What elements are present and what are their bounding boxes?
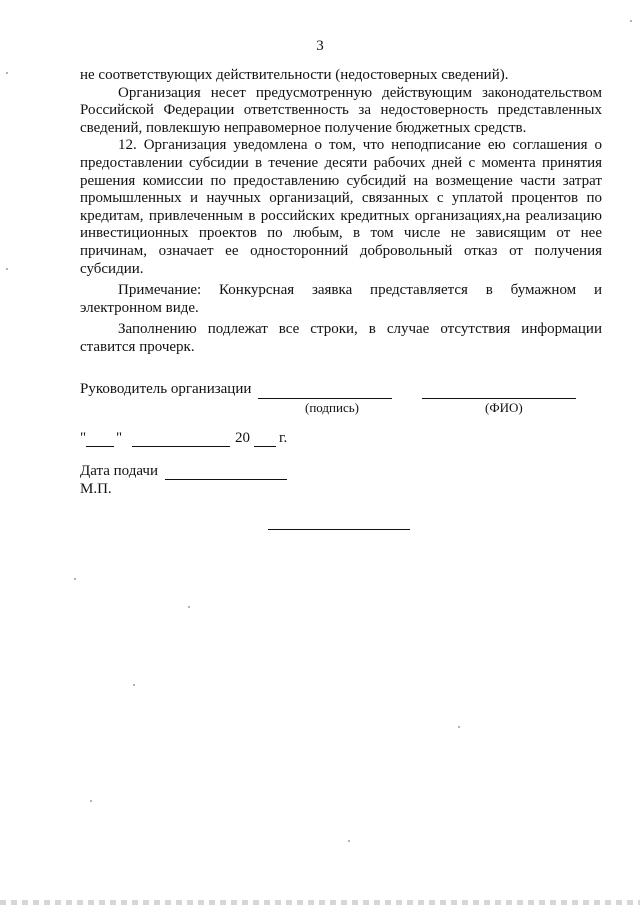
scan-speck — [74, 578, 76, 580]
year-line — [254, 432, 276, 447]
scan-speck — [188, 606, 190, 608]
date-quote-close: " — [116, 430, 123, 446]
body-text — [80, 67, 602, 357]
page-number: 3 — [316, 38, 324, 54]
signature-caption: (подпись) — [305, 400, 359, 415]
date-quote-open: " — [80, 430, 87, 446]
scan-speck — [458, 726, 460, 728]
scan-speck — [630, 20, 632, 22]
scan-speck — [348, 840, 350, 842]
paragraph-item-12: 12. Организация уведомлена о том, что неподписание ею соглашения о предоставлении субсидии в течение десяти рабочих дней с момента принятия решения комиссии по предоставлению субсидий на возмещение части затрат промышленных и научных организаций, связанных с уплатой процентов по кредитам, привлеченным в российских кредитных организациях,на реализацию инвестиционных проектов по любым, в том числе не зависящим от нее причинам, означает ее односторонний добровольный отказ от получения субсидии. — [80, 137, 602, 277]
closing-separator — [268, 515, 410, 530]
signature-line — [258, 384, 392, 399]
scan-speck — [133, 684, 135, 686]
name-line — [422, 384, 576, 399]
scan-speck — [6, 268, 8, 270]
head-of-organization-label: Руководитель организации — [80, 381, 252, 397]
month-line — [132, 432, 230, 447]
stamp-label: М.П. — [80, 481, 112, 497]
paragraph-continuation: не соответствующих действительности (недостоверных сведений). — [80, 67, 509, 83]
scan-speck — [90, 800, 92, 802]
paragraph-responsibility: Организация несет предусмотренную действующим законодательством Российской Федерации ответственность за недостоверность представленных сведений, повлекшую неправомерное получение бюджетных средств. — [80, 84, 602, 136]
paragraph-note: Примечание: Конкурсная заявка представляется в бумажном и электронном виде. — [80, 282, 602, 316]
submission-date-label: Дата подачи — [80, 463, 159, 479]
paragraph-fill-instructions: Заполнению подлежат все строки, в случае отсутствия информации ставится прочерк. — [80, 321, 602, 355]
submission-date-line — [165, 465, 287, 480]
year-suffix: г. — [279, 430, 288, 446]
day-line — [86, 432, 114, 447]
scan-edge-strip — [0, 900, 640, 905]
year-prefix: 20 — [235, 430, 250, 446]
name-caption: (ФИО) — [485, 400, 523, 415]
scan-speck — [6, 72, 8, 74]
